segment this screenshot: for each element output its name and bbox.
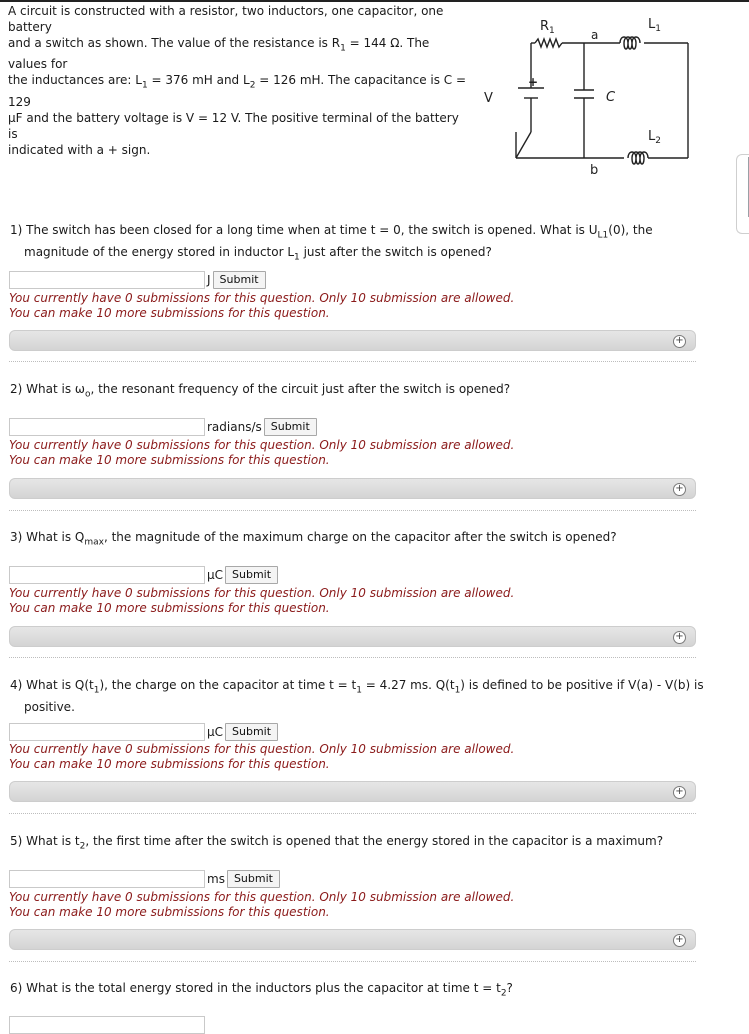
resistor-r1 — [535, 39, 562, 47]
question-1-answer-row — [9, 271, 266, 289]
question-3-text: 3) What is $Q_{max}$, the magnitude of the maximum charge on the capacitor after the switch is opened? — [10, 530, 617, 548]
question-1-input[interactable] — [9, 271, 205, 289]
question-2-answer-row — [9, 418, 317, 436]
question-2-input[interactable] — [9, 418, 205, 436]
question-5-text: 5) What is $t_2$, the first time after the switch is opened that the energy stored in the capacitor is a maximum? — [10, 834, 664, 852]
separator — [9, 961, 696, 962]
question-3-answer-row — [9, 566, 278, 584]
question-5-submit-button[interactable]: Submit — [227, 870, 280, 888]
battery-label: V — [484, 91, 493, 106]
question-1-submission-message: You currently have 0 submissions for this question. Only 10 submission are allowed. You can make 10 more submissions for this question. — [9, 291, 515, 320]
question-6-answer-row — [9, 1016, 205, 1034]
expand-icon[interactable]: + — [673, 786, 686, 799]
question-1-unit: J — [207, 273, 211, 287]
question-5-input[interactable] — [9, 870, 205, 888]
switch — [516, 132, 531, 158]
side-panel-tab[interactable] — [736, 154, 749, 234]
question-2-submission-message: You currently have 0 submissions for this question. Only 10 submission are allowed. You can make 10 more submissions for this question. — [9, 438, 515, 467]
question-5-help-bar[interactable] — [9, 929, 696, 950]
node-a-label: a — [591, 28, 599, 42]
question-4-submission-message: You currently have 0 submissions for this question. Only 10 submission are allowed. You can make 10 more submissions for this question. — [9, 742, 515, 771]
l1-label: $L_1$ — [648, 17, 661, 34]
separator — [9, 657, 696, 658]
inductor-l2 — [628, 152, 648, 164]
question-2-submit-button[interactable]: Submit — [264, 418, 317, 436]
question-3-help-bar[interactable] — [9, 626, 696, 647]
question-2-unit: radians/s — [207, 420, 262, 434]
question-5-answer-row — [9, 870, 280, 888]
separator — [9, 361, 696, 362]
question-5-unit: ms — [207, 872, 225, 886]
expand-icon[interactable]: + — [673, 335, 686, 348]
node-b-label: b — [590, 163, 599, 178]
inductor-l1 — [620, 37, 640, 49]
circuit-diagram — [478, 8, 708, 188]
separator — [9, 510, 696, 511]
question-3-submission-message: You currently have 0 submissions for this question. Only 10 submission are allowed. You can make 10 more submissions for this question. — [9, 586, 515, 615]
question-4-answer-row — [9, 723, 278, 741]
top-border — [0, 0, 749, 2]
question-5-submission-message: You currently have 0 submissions for this question. Only 10 submission are allowed. You can make 10 more submissions for this question. — [9, 890, 515, 919]
question-4-text: 4) What is $Q(t_1)$, the charge on the capacitor at time $t = t_1 = 4.27$ ms. $Q(t_1)$ is defined to be positive if V(a) - V(b) is positive. — [10, 678, 704, 715]
question-4-input[interactable] — [9, 723, 205, 741]
l2-label: $L_2$ — [648, 129, 661, 146]
question-1-help-bar[interactable] — [9, 330, 696, 351]
question-3-unit: μC — [207, 568, 224, 582]
question-4-help-bar[interactable] — [9, 781, 696, 802]
battery-plus-sign: + — [528, 75, 539, 89]
r1-label: $R_1$ — [540, 19, 555, 36]
separator — [9, 813, 696, 814]
expand-icon[interactable]: + — [673, 483, 686, 496]
problem-statement: A circuit is constructed with a resistor, two inductors, one capacitor, one battery and a switch as shown. The value of the resistance is $R_1 = 144$ Ω. The values for the inductances are: $L_1 = 376$ mH and $L_2 = 126$ mH. The capacitance is C = 129 μF and the battery voltage is V = 12 V. The positive terminal of the battery is indicated with a + sign. — [8, 4, 467, 157]
question-2-help-bar[interactable] — [9, 478, 696, 499]
question-6-text: 6) What is the total energy stored in the inductors plus the capacitor at time $t = t_2$? — [10, 981, 513, 999]
question-3-submit-button[interactable]: Submit — [225, 566, 278, 584]
question-1-submit-button[interactable]: Submit — [213, 271, 266, 289]
question-3-input[interactable] — [9, 566, 205, 584]
question-4-unit: μC — [207, 725, 224, 739]
question-4-submit-button[interactable]: Submit — [225, 723, 278, 741]
expand-icon[interactable]: + — [673, 934, 686, 947]
question-2-text: 2) What is $\omega_o$, the resonant frequency of the circuit just after the switch is opened? — [10, 382, 511, 400]
question-1-text: 1) The switch has been closed for a long time when at time t = 0, the switch is opened. What is $U_{L1}(0)$, the magnitude of the energy stored in inductor $L_1$ just after the switch is opened? — [10, 223, 653, 263]
capacitor-label: C — [606, 90, 616, 105]
question-6-input[interactable] — [9, 1016, 205, 1034]
expand-icon[interactable]: + — [673, 631, 686, 644]
